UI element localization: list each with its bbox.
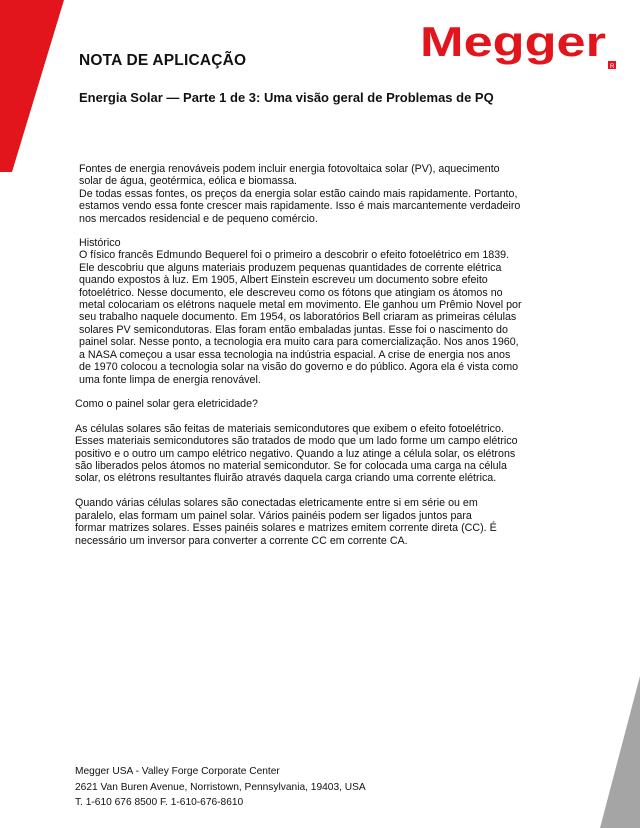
solar-cells-paragraph [75, 423, 560, 485]
text-line: fotoelétrico. Nesse documento, ele descreveu como os fótons que atingiam os átomos no [79, 286, 503, 299]
text-line: Quando várias células solares são conectadas eletricamente entre si em série ou em [75, 497, 478, 510]
text-line: As células solares são feitas de materiais semicondutores que exibem o efeito fotoelétrico. [75, 422, 504, 435]
text-line: Ele descobriu que alguns materiais produzem pequenas quantidades de corrente elétrica [79, 261, 502, 274]
footer-contact [75, 764, 366, 811]
text-line: estamos vendo essa fonte crescer mais rapidamente. Isso é mais marcantemente verdadeiro [79, 200, 521, 213]
text-line: seu trabalho naquele documento. Em 1954, os laboratórios Bell criaram as primeiras células [79, 311, 517, 324]
footer-address: 2621 Van Buren Avenue, Norristown, Pennsylvania, 19403, USA [75, 781, 366, 793]
footer-phones: T. 1-610 676 8500 F. 1-610-676-8610 [75, 797, 244, 808]
text-line: O físico francês Edmundo Bequerel foi o primeiro a descobrir o efeito fotoelétrico em 1839. [79, 249, 510, 262]
section-question: Como o painel solar gera eletricidade? [75, 397, 258, 410]
text-line: necessário um inversor para converter a corrente CC em corrente CA. [75, 534, 408, 547]
text-line: De todas essas fontes, os preços da energia solar estão caindo mais rapidamente. Portanto, [79, 187, 518, 200]
text-line: quando expostos à luz. Em 1905, Albert Einstein escreveu um documento sobre efeito [79, 274, 488, 287]
text-line: metal colocariam os elétrons naquele metal em movimento. Ele ganhou um Prêmio Novel por [79, 299, 522, 312]
grey-corner-wedge [600, 676, 640, 828]
history-section [75, 237, 560, 386]
text-line: nos mercados residencial e de pequeno comércio. [79, 212, 318, 225]
text-line: painel solar. Nesse ponto, a tecnologia era muito cara para comercialização. Nos anos 1960, [79, 336, 519, 349]
document-body [75, 163, 560, 547]
text-line: Fontes de energia renováveis podem incluir energia fotovoltaica solar (PV), aquecimento [79, 163, 500, 175]
footer-company: Megger USA - Valley Forge Corporate Center [75, 766, 280, 777]
text-line: de 1970 colocou a tecnologia solar na visão do governo e do público. Agora ela é vista como [79, 361, 519, 374]
text-line: a NASA começou a usar essa tecnologia na indústria espacial. A crise de energia nos anos [79, 348, 511, 361]
logo-wordmark: Megger [420, 22, 606, 65]
intro-paragraph [75, 163, 560, 225]
solar-panel-paragraph [75, 497, 560, 547]
document-type-heading: NOTA DE APLICAÇÃO [79, 52, 247, 69]
text-line: formar matrizes solares. Esses painéis solares e matrizes emitem corrente direta (CC). É [75, 522, 497, 535]
text-line: solar, os elétrons resultantes fluirão através daquela carga criando uma corrente elétrica. [75, 472, 497, 485]
document-title: Energia Solar — Parte 1 de 3: Uma visão geral de Problemas de PQ [79, 90, 494, 105]
megger-logo [420, 22, 620, 74]
logo-registered-mark: R [610, 64, 615, 70]
text-line: uma fonte limpa de energia renovável. [79, 373, 261, 386]
text-line: solar de água, geotérmica, eólica e biomassa. [79, 175, 298, 188]
text-line: Esses materiais semicondutores são tratados de modo que um lado forme um campo elétrico [75, 435, 518, 448]
text-line: positivo e o outro um campo elétrico negativo. Quando a luz atinge a célula solar, os elétrons [75, 447, 516, 460]
history-heading: Histórico [79, 237, 121, 250]
text-line: paralelo, elas formam um painel solar. Vários painéis podem ser ligados juntos para [75, 509, 472, 522]
text-line: são liberados pelos átomos no material semicondutor. Se for colocada uma carga na célula [75, 460, 507, 473]
red-corner-wedge [0, 0, 70, 172]
text-line: solares PV semicondutoras. Elas foram então embaladas juntas. Esse foi o nascimento do [79, 323, 508, 336]
